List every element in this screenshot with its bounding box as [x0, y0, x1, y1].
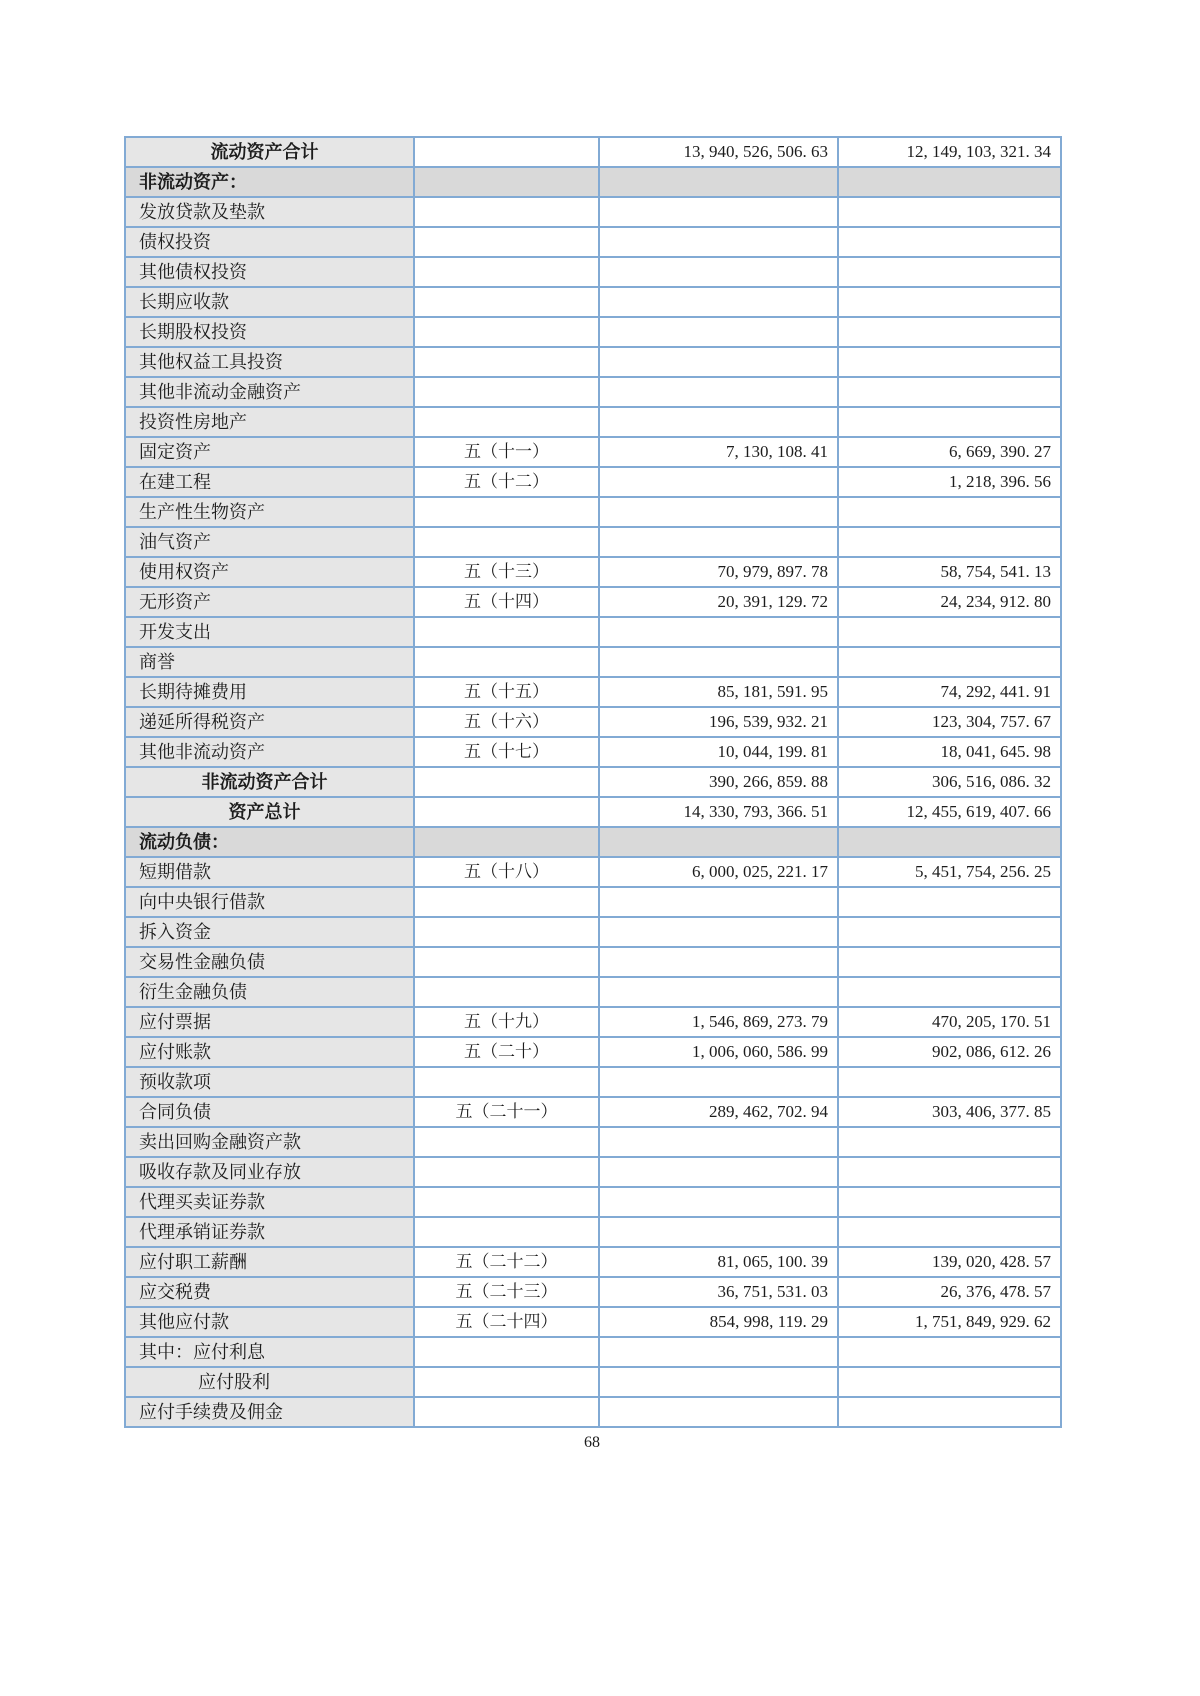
note-ref: 五（十七） [414, 737, 599, 767]
note-ref: 五（十五） [414, 677, 599, 707]
amount-prior [838, 617, 1061, 647]
amount-prior [838, 497, 1061, 527]
amount-prior [838, 167, 1061, 197]
note-ref: 五（二十三） [414, 1277, 599, 1307]
note-ref [414, 497, 599, 527]
item-label: 开发支出 [125, 617, 414, 647]
table-row [125, 887, 1061, 917]
item-label: 流动负债： [125, 827, 414, 857]
amount-current [599, 227, 838, 257]
item-label: 在建工程 [125, 467, 414, 497]
amount-current: 85, 181, 591. 95 [599, 677, 838, 707]
amount-prior [838, 827, 1061, 857]
item-label: 交易性金融负债 [125, 947, 414, 977]
amount-current [599, 467, 838, 497]
note-ref [414, 1397, 599, 1427]
item-label: 非流动资产合计 [125, 767, 414, 797]
note-ref: 五（十二） [414, 467, 599, 497]
amount-current [599, 197, 838, 227]
note-ref: 五（十九） [414, 1007, 599, 1037]
table-row [125, 1307, 1061, 1337]
table-row [125, 977, 1061, 1007]
amount-prior: 1, 751, 849, 929. 62 [838, 1307, 1061, 1337]
note-ref [414, 1217, 599, 1247]
table-row [125, 1277, 1061, 1307]
amount-current: 81, 065, 100. 39 [599, 1247, 838, 1277]
note-ref: 五（十六） [414, 707, 599, 737]
table-row [125, 437, 1061, 467]
amount-current [599, 1157, 838, 1187]
item-label: 使用权资产 [125, 557, 414, 587]
amount-current: 70, 979, 897. 78 [599, 557, 838, 587]
amount-prior: 12, 455, 619, 407. 66 [838, 797, 1061, 827]
item-label: 递延所得税资产 [125, 707, 414, 737]
table-row [125, 1157, 1061, 1187]
amount-prior [838, 977, 1061, 1007]
table-row [125, 737, 1061, 767]
table-row [125, 1007, 1061, 1037]
amount-prior: 12, 149, 103, 321. 34 [838, 137, 1061, 167]
note-ref [414, 977, 599, 1007]
table-row [125, 827, 1061, 857]
item-label: 向中央银行借款 [125, 887, 414, 917]
item-label: 流动资产合计 [125, 137, 414, 167]
amount-current [599, 1367, 838, 1397]
amount-current [599, 1337, 838, 1367]
amount-prior [838, 887, 1061, 917]
amount-current [599, 827, 838, 857]
amount-prior: 74, 292, 441. 91 [838, 677, 1061, 707]
amount-current [599, 1127, 838, 1157]
item-label: 应付股利 [125, 1367, 414, 1397]
table-row [125, 347, 1061, 377]
table-row [125, 1337, 1061, 1367]
item-label: 拆入资金 [125, 917, 414, 947]
amount-prior [838, 527, 1061, 557]
amount-prior [838, 287, 1061, 317]
amount-current: 1, 546, 869, 273. 79 [599, 1007, 838, 1037]
note-ref: 五（二十二） [414, 1247, 599, 1277]
amount-current: 14, 330, 793, 366. 51 [599, 797, 838, 827]
note-ref [414, 407, 599, 437]
balance-sheet-table [124, 136, 1062, 1428]
amount-current: 20, 391, 129. 72 [599, 587, 838, 617]
table-row [125, 767, 1061, 797]
table-row [125, 617, 1061, 647]
table-row [125, 197, 1061, 227]
amount-prior: 303, 406, 377. 85 [838, 1097, 1061, 1127]
note-ref: 五（二十） [414, 1037, 599, 1067]
amount-prior [838, 197, 1061, 227]
note-ref [414, 887, 599, 917]
note-ref [414, 947, 599, 977]
table-row [125, 1097, 1061, 1127]
note-ref [414, 377, 599, 407]
amount-prior [838, 227, 1061, 257]
amount-current: 390, 266, 859. 88 [599, 767, 838, 797]
note-ref [414, 797, 599, 827]
amount-current [599, 257, 838, 287]
table-row [125, 317, 1061, 347]
amount-prior [838, 347, 1061, 377]
amount-current [599, 317, 838, 347]
item-label: 应付手续费及佣金 [125, 1397, 414, 1427]
item-label: 代理承销证券款 [125, 1217, 414, 1247]
table-row [125, 167, 1061, 197]
amount-current: 10, 044, 199. 81 [599, 737, 838, 767]
item-label: 预收款项 [125, 1067, 414, 1097]
amount-current: 196, 539, 932. 21 [599, 707, 838, 737]
item-label: 长期待摊费用 [125, 677, 414, 707]
item-label: 商誉 [125, 647, 414, 677]
note-ref: 五（十一） [414, 437, 599, 467]
table-row [125, 257, 1061, 287]
amount-prior: 470, 205, 170. 51 [838, 1007, 1061, 1037]
table-row [125, 1037, 1061, 1067]
page-number: 68 [584, 1434, 600, 1451]
amount-current [599, 917, 838, 947]
amount-current [599, 497, 838, 527]
amount-prior [838, 1127, 1061, 1157]
table-row [125, 677, 1061, 707]
amount-current [599, 1217, 838, 1247]
amount-prior [838, 377, 1061, 407]
note-ref [414, 827, 599, 857]
amount-prior [838, 1187, 1061, 1217]
note-ref: 五（十三） [414, 557, 599, 587]
note-ref [414, 527, 599, 557]
table-row [125, 1127, 1061, 1157]
amount-prior: 123, 304, 757. 67 [838, 707, 1061, 737]
note-ref [414, 617, 599, 647]
note-ref: 五（二十一） [414, 1097, 599, 1127]
table-row [125, 1247, 1061, 1277]
amount-current [599, 947, 838, 977]
note-ref [414, 317, 599, 347]
amount-prior [838, 1367, 1061, 1397]
table-row [125, 407, 1061, 437]
amount-prior: 306, 516, 086. 32 [838, 767, 1061, 797]
item-label: 发放贷款及垫款 [125, 197, 414, 227]
item-label: 应付账款 [125, 1037, 414, 1067]
item-label: 卖出回购金融资产款 [125, 1127, 414, 1157]
note-ref [414, 917, 599, 947]
amount-current [599, 1187, 838, 1217]
table-row [125, 1217, 1061, 1247]
amount-prior: 18, 041, 645. 98 [838, 737, 1061, 767]
note-ref [414, 1127, 599, 1157]
amount-prior: 1, 218, 396. 56 [838, 467, 1061, 497]
table-row [125, 1367, 1061, 1397]
item-label: 合同负债 [125, 1097, 414, 1127]
table-row [125, 857, 1061, 887]
amount-current: 854, 998, 119. 29 [599, 1307, 838, 1337]
note-ref: 五（十八） [414, 857, 599, 887]
amount-prior: 24, 234, 912. 80 [838, 587, 1061, 617]
amount-prior: 26, 376, 478. 57 [838, 1277, 1061, 1307]
amount-prior [838, 1217, 1061, 1247]
item-label: 无形资产 [125, 587, 414, 617]
item-label: 其他权益工具投资 [125, 347, 414, 377]
amount-current [599, 977, 838, 1007]
amount-prior [838, 257, 1061, 287]
amount-prior [838, 1337, 1061, 1367]
note-ref [414, 1187, 599, 1217]
amount-current [599, 1067, 838, 1097]
amount-current: 7, 130, 108. 41 [599, 437, 838, 467]
table-row [125, 497, 1061, 527]
note-ref [414, 647, 599, 677]
note-ref [414, 1157, 599, 1187]
table-row [125, 587, 1061, 617]
amount-current [599, 887, 838, 917]
item-label: 其中：应付利息 [125, 1337, 414, 1367]
amount-prior: 139, 020, 428. 57 [838, 1247, 1061, 1277]
item-label: 固定资产 [125, 437, 414, 467]
table-row [125, 797, 1061, 827]
amount-prior [838, 947, 1061, 977]
table-row [125, 1067, 1061, 1097]
amount-prior [838, 917, 1061, 947]
note-ref [414, 287, 599, 317]
amount-current: 36, 751, 531. 03 [599, 1277, 838, 1307]
note-ref [414, 347, 599, 377]
amount-current: 6, 000, 025, 221. 17 [599, 857, 838, 887]
amount-prior [838, 317, 1061, 347]
amount-prior [838, 1397, 1061, 1427]
amount-current [599, 527, 838, 557]
note-ref [414, 257, 599, 287]
note-ref: 五（十四） [414, 587, 599, 617]
amount-current [599, 347, 838, 377]
amount-current [599, 407, 838, 437]
amount-prior: 5, 451, 754, 256. 25 [838, 857, 1061, 887]
amount-prior [838, 647, 1061, 677]
amount-prior: 58, 754, 541. 13 [838, 557, 1061, 587]
table-row [125, 707, 1061, 737]
item-label: 其他非流动金融资产 [125, 377, 414, 407]
item-label: 应交税费 [125, 1277, 414, 1307]
note-ref [414, 137, 599, 167]
note-ref: 五（二十四） [414, 1307, 599, 1337]
table-row [125, 647, 1061, 677]
note-ref [414, 767, 599, 797]
item-label: 代理买卖证券款 [125, 1187, 414, 1217]
table-row [125, 137, 1061, 167]
table-row [125, 467, 1061, 497]
table-row [125, 377, 1061, 407]
item-label: 衍生金融负债 [125, 977, 414, 1007]
item-label: 长期股权投资 [125, 317, 414, 347]
table-row [125, 1397, 1061, 1427]
item-label: 其他债权投资 [125, 257, 414, 287]
note-ref [414, 197, 599, 227]
item-label: 应付票据 [125, 1007, 414, 1037]
item-label: 短期借款 [125, 857, 414, 887]
amount-prior: 6, 669, 390. 27 [838, 437, 1061, 467]
item-label: 吸收存款及同业存放 [125, 1157, 414, 1187]
item-label: 其他非流动资产 [125, 737, 414, 767]
amount-current: 289, 462, 702. 94 [599, 1097, 838, 1127]
amount-current [599, 167, 838, 197]
item-label: 生产性生物资产 [125, 497, 414, 527]
item-label: 债权投资 [125, 227, 414, 257]
balance-sheet-rows [125, 137, 1061, 1427]
item-label: 其他应付款 [125, 1307, 414, 1337]
item-label: 资产总计 [125, 797, 414, 827]
amount-current [599, 1397, 838, 1427]
amount-current [599, 617, 838, 647]
table-row [125, 947, 1061, 977]
table-row [125, 917, 1061, 947]
amount-current [599, 647, 838, 677]
table-row [125, 227, 1061, 257]
amount-prior [838, 1067, 1061, 1097]
table-row [125, 527, 1061, 557]
amount-current [599, 377, 838, 407]
amount-prior [838, 1157, 1061, 1187]
amount-prior [838, 407, 1061, 437]
table-row [125, 557, 1061, 587]
note-ref [414, 167, 599, 197]
note-ref [414, 227, 599, 257]
amount-current: 13, 940, 526, 506. 63 [599, 137, 838, 167]
note-ref [414, 1367, 599, 1397]
table-row [125, 1187, 1061, 1217]
item-label: 长期应收款 [125, 287, 414, 317]
table-row [125, 287, 1061, 317]
item-label: 投资性房地产 [125, 407, 414, 437]
note-ref [414, 1337, 599, 1367]
item-label: 油气资产 [125, 527, 414, 557]
item-label: 非流动资产： [125, 167, 414, 197]
amount-current [599, 287, 838, 317]
note-ref [414, 1067, 599, 1097]
amount-current: 1, 006, 060, 586. 99 [599, 1037, 838, 1067]
amount-prior: 902, 086, 612. 26 [838, 1037, 1061, 1067]
item-label: 应付职工薪酬 [125, 1247, 414, 1277]
